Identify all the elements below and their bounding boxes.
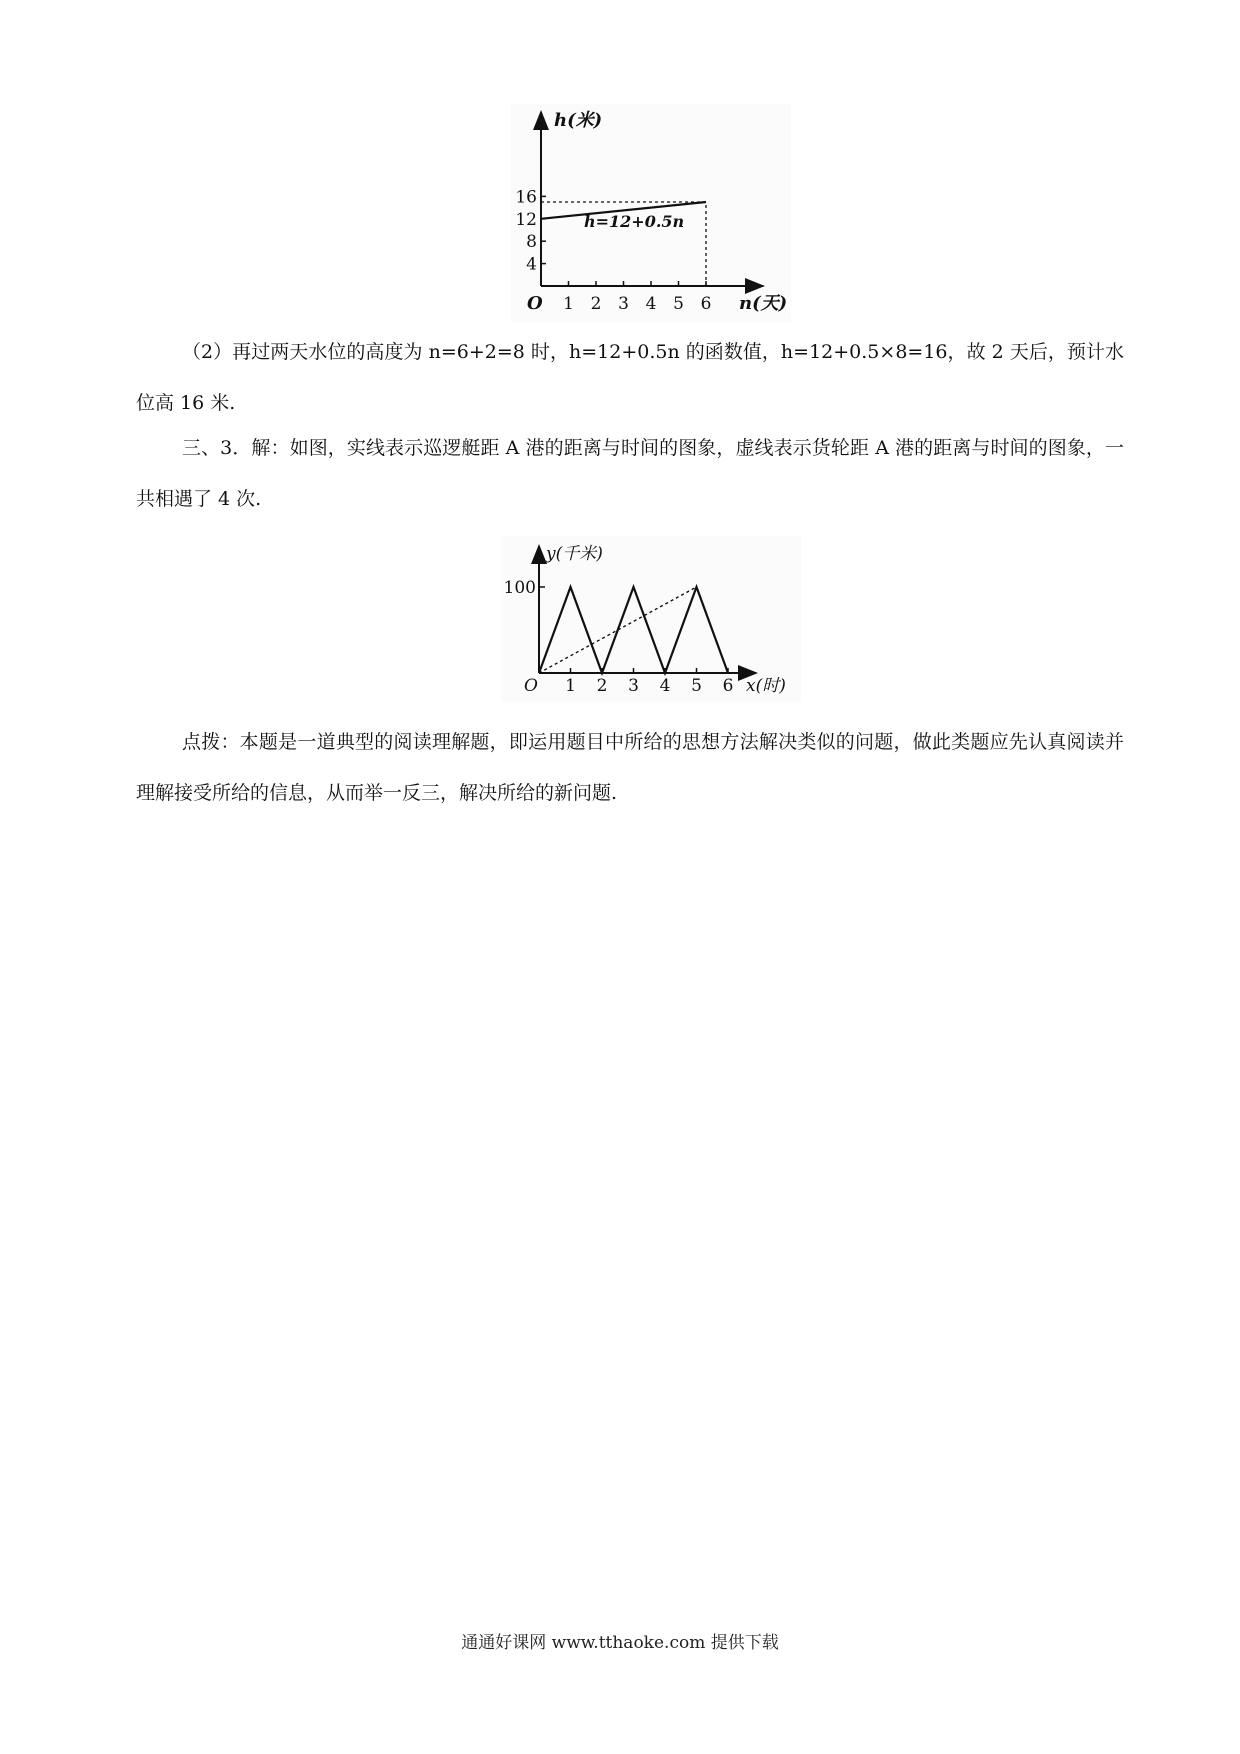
y-tick-label: 8: [526, 232, 537, 253]
x-tick-label: 3: [628, 676, 639, 696]
y-tick-label: 4: [526, 254, 537, 275]
x-tick-label: 4: [659, 676, 671, 696]
origin-label: O: [527, 293, 543, 314]
x-tick-label: 6: [722, 676, 734, 696]
x-tick-label: 5: [673, 294, 684, 314]
origin-label: O: [524, 676, 538, 696]
x-axis-label: n(天): [739, 293, 788, 314]
y-tick-label: 12: [515, 209, 537, 230]
paragraph-part-2: （2）再过两天水位的高度为 n=6+2=8 时，h=12+0.5n 的函数值，h=12+0.5×8=16，故 2 天后，预计水位高 16 米.: [136, 341, 1124, 414]
y-axis-label: h(米): [554, 110, 603, 131]
x-axis-label: x(时): [746, 676, 786, 696]
x-tick-label: 2: [590, 294, 602, 314]
distance-time-chart: [501, 536, 801, 702]
x-tick-label: 1: [565, 676, 576, 696]
equation-label: h=12+0.5n: [584, 212, 685, 231]
x-tick-label: 1: [563, 294, 574, 314]
water-level-chart: [511, 104, 791, 322]
patrol-boat-line: [539, 587, 728, 673]
x-tick-label: 5: [691, 676, 702, 696]
y-tick-label: 100: [503, 578, 536, 598]
paragraph-part-3: 三、3．解：如图，实线表示巡逻艇距 A 港的距离与时间的图象，虚线表示货轮距 A 港的距离与时间的图象，一共相遇了 4 次.: [136, 437, 1124, 510]
x-tick-label: 6: [700, 294, 712, 314]
water-level-chart-svg: [511, 104, 791, 322]
distance-time-chart-svg: [501, 536, 801, 702]
x-tick-label: 3: [618, 294, 629, 314]
x-tick-label: 2: [596, 676, 608, 696]
y-axis-label: y(千米): [546, 544, 603, 564]
paragraph-hint: 点拨：本题是一道典型的阅读理解题，即运用题目中所给的思想方法解决类似的问题，做此类题应先认真阅读并理解接受所给的信息，从而举一反三，解决所给的新问题.: [136, 731, 1124, 804]
x-tick-label: 4: [645, 294, 657, 314]
footer-text: 通通好课网 www.tthaoke.com 提供下载: [461, 1633, 779, 1653]
y-tick-label: 16: [515, 187, 537, 208]
